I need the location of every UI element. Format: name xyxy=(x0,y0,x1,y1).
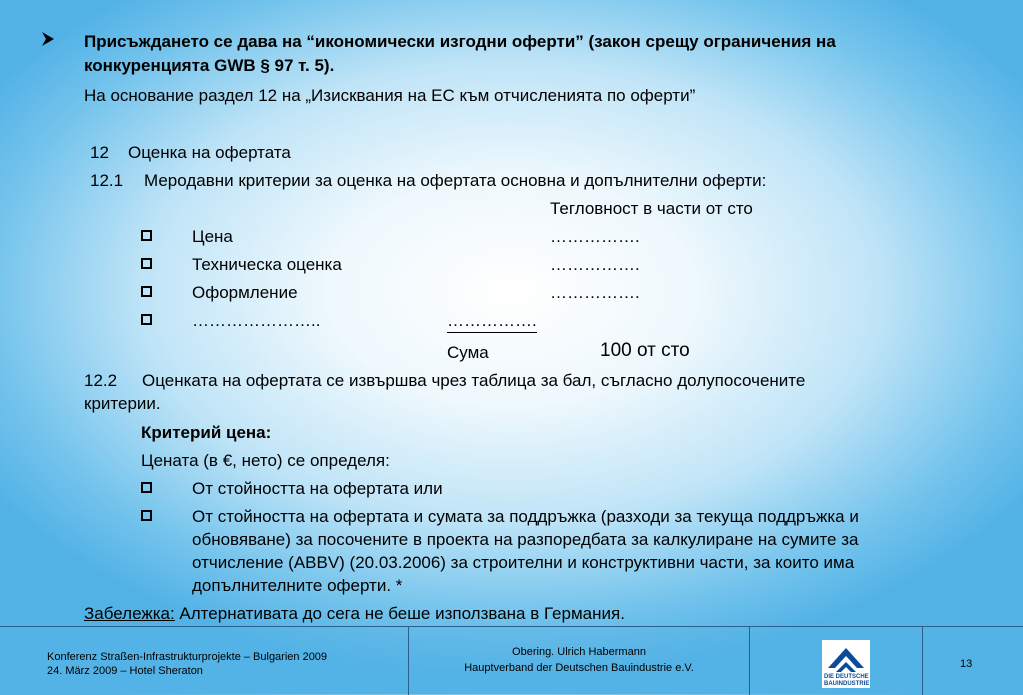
price-option-text-line3: отчисление (ABBV) (20.03.2006) за строителни и конструктивни части, за които има xyxy=(192,553,855,572)
conference-line2: 24. März 2009 – Hotel Sheraton xyxy=(47,665,203,677)
price-option-1 xyxy=(0,478,1023,500)
note xyxy=(84,603,625,625)
criterion-row-design xyxy=(0,282,1023,304)
checkbox-icon xyxy=(141,482,152,493)
price-option-2 xyxy=(0,506,1023,596)
price-option-text-line2: обновяване) за посочените в проекта на разпоредбата за калкулиране на сумите за xyxy=(192,530,859,549)
price-criterion-title: Критерий цена: xyxy=(141,423,272,442)
section-12-2-text-line1: Оценката на офертата се извършва чрез таблица за бал, съгласно долупосочените xyxy=(142,371,806,390)
price-option-text-line1: От стойността на офертата и сумата за поддръжка (разходи за текуща поддръжка и xyxy=(192,507,859,526)
author-line1: Obering. Ulrich Habermann xyxy=(512,646,646,658)
section-12-1-text: Меродавни критерии за оценка на офертата основна и допълнителни оферти: xyxy=(144,171,767,190)
slide-subtitle: На основание раздел 12 на „Изисквания на ЕС към отчисленията по оферти” xyxy=(84,86,696,105)
conference-line1: Konferenz Straßen-Infrastrukturprojekte – Bulgarien 2009 xyxy=(47,651,328,663)
slide-footer xyxy=(0,626,1023,695)
author-line2: Hauptverband der Deutschen Bauindustrie e.V. xyxy=(464,662,694,674)
logo-text-line1: DIE DEUTSCHE xyxy=(824,674,869,680)
bauindustrie-logo-icon xyxy=(822,640,870,688)
price-option-text-line4: допълнителните оферти. * xyxy=(192,576,403,595)
checkbox-icon xyxy=(141,286,152,297)
criterion-weight: ……………. xyxy=(550,227,640,246)
sum-value: 100 от сто xyxy=(600,340,690,361)
section-12-2-text-line2: критерии. xyxy=(84,394,161,413)
footer-divider xyxy=(749,627,750,695)
section-12-number: 12 xyxy=(90,143,109,162)
slide-title-line2: конкуренцията GWB § 97 т. 5). xyxy=(84,56,335,75)
checkbox-icon xyxy=(141,230,152,241)
weight-header: Тегловност в части от сто xyxy=(550,199,753,218)
page-number: 13 xyxy=(960,658,973,670)
logo-text-line2: BAUINDUSTRIE xyxy=(824,681,870,687)
criterion-label: Техническа оценка xyxy=(192,255,342,274)
footer-divider xyxy=(922,627,923,695)
checkbox-icon xyxy=(141,314,152,325)
criterion-weight: ……………. xyxy=(447,310,537,333)
price-option-text: От стойността на офертата или xyxy=(192,479,443,498)
checkbox-icon xyxy=(141,510,152,521)
criterion-label: Оформление xyxy=(192,283,298,302)
slide-title-line1: Присъждането се дава на “икономически изгодни оферти” (закон срещу ограничения на xyxy=(84,32,836,51)
criterion-row-other xyxy=(0,310,1023,334)
footer-conference xyxy=(0,627,408,695)
checkbox-icon xyxy=(141,258,152,269)
section-12-1-number: 12.1 xyxy=(90,171,124,190)
price-intro: Цената (в €, нето) се определя: xyxy=(141,451,390,470)
criterion-row-price xyxy=(0,226,1023,248)
criterion-label: ………………….. xyxy=(192,311,321,330)
arrow-bullet-icon xyxy=(40,31,56,47)
sum-label: Сума xyxy=(447,343,489,362)
note-label: Забележка: xyxy=(84,604,175,623)
note-text: Алтернативата до сега не беше използвана в Германия. xyxy=(174,604,625,623)
arrow-bullet-svg xyxy=(40,31,56,47)
section-12-2-number: 12.2 xyxy=(84,371,118,390)
section-12-title: Оценка на офертата xyxy=(128,143,291,162)
criterion-weight: ……………. xyxy=(550,255,640,274)
footer-author xyxy=(409,627,749,695)
criterion-weight: ……………. xyxy=(550,283,640,302)
criterion-row-technical xyxy=(0,254,1023,276)
criterion-label: Цена xyxy=(192,227,233,246)
